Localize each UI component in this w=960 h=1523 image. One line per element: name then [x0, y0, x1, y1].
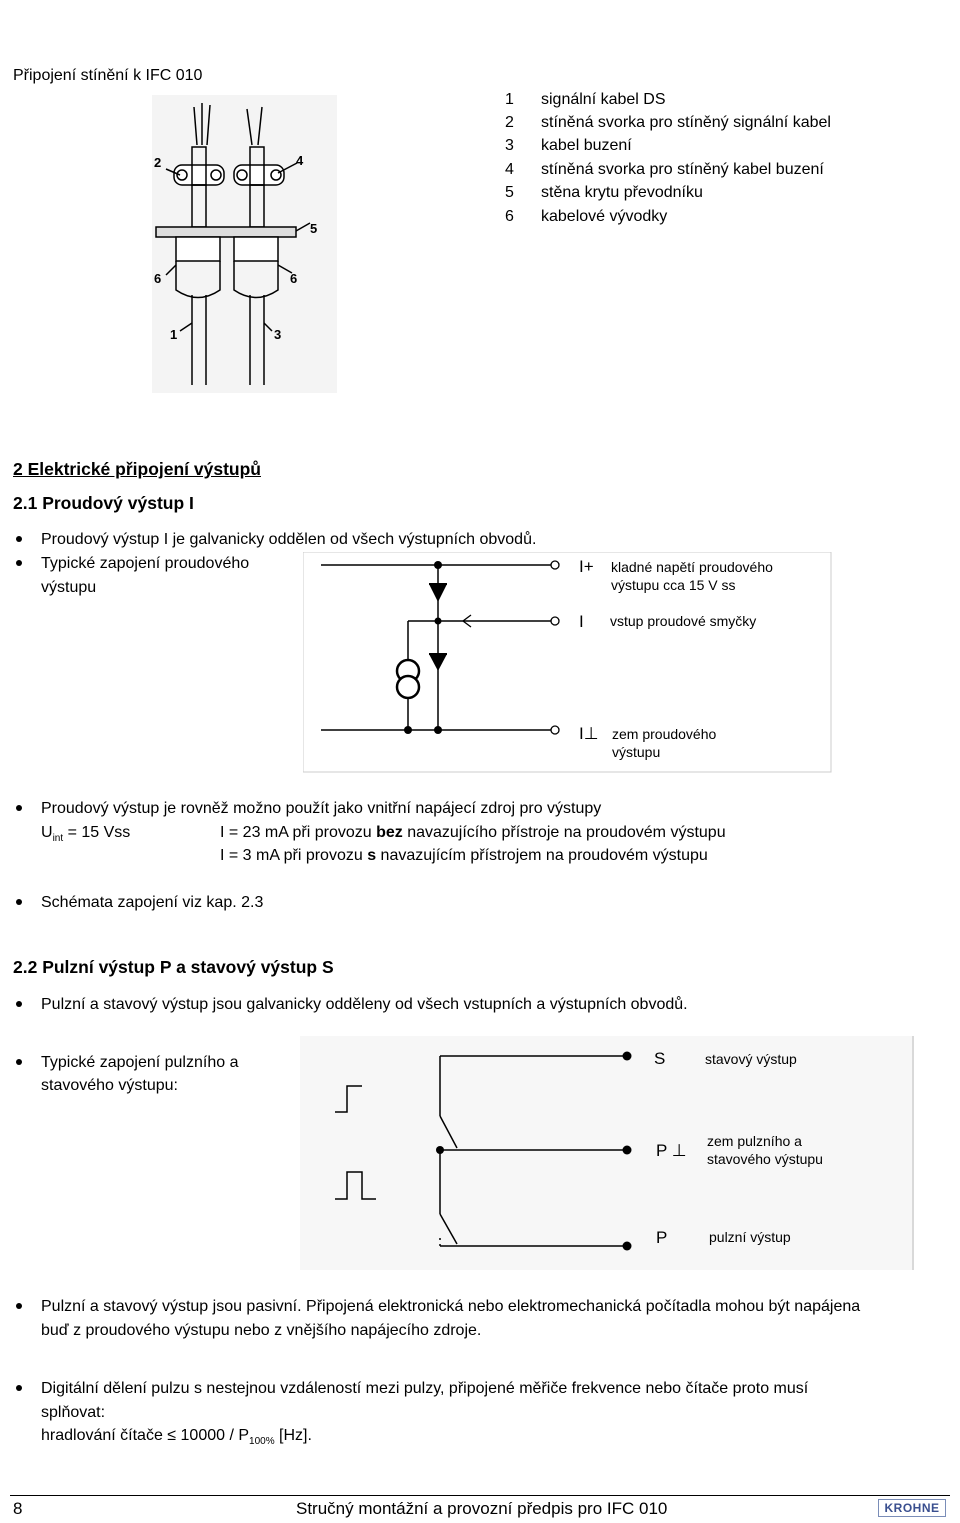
terminal-i-plus-desc2: výstupu cca 15 V ss — [611, 577, 736, 593]
terminal-p: P — [656, 1228, 668, 1247]
bullet-dot — [16, 1303, 22, 1309]
terminal-i-plus: I+ — [579, 557, 594, 576]
s22-bullet-1: Pulzní a stavový výstup jsou galvanicky odděleny od všech vstupních a výstupních obvodů. — [41, 996, 688, 1013]
bullet-dot — [16, 1385, 22, 1391]
legend-text-4: stíněná svorka pro stíněný kabel buzení — [541, 161, 824, 178]
cable-gland-drawing — [152, 95, 337, 393]
footer-rule — [10, 1495, 950, 1496]
legend-num-6: 6 — [505, 208, 514, 225]
bullet-dot — [16, 536, 22, 542]
line-b-post: navazujícím přístrojem na proudovém výstupu — [376, 847, 708, 864]
current-line-b — [220, 846, 708, 865]
terminal-p-ground-desc1: zem pulzního a — [707, 1133, 802, 1149]
formula-sub: 100% — [249, 1436, 275, 1448]
krohne-logo — [878, 1499, 946, 1517]
s22-bullet-2-line1: Typické zapojení pulzního a — [41, 1054, 239, 1071]
legend-num-1: 1 — [505, 91, 514, 108]
s21-bullet-2-line1: Typické zapojení proudového — [41, 555, 250, 572]
page-title: Připojení stínění k IFC 010 — [13, 67, 203, 84]
fig-label-5: 5 — [310, 221, 318, 236]
uint-sub: int — [52, 833, 64, 845]
terminal-p-desc: pulzní výstup — [709, 1229, 791, 1245]
terminal-i-ground-desc1: zem proudového — [612, 726, 717, 742]
bullet-dot — [16, 1059, 22, 1065]
terminal-i-ground: I⊥ — [579, 724, 599, 743]
bullet-dot — [16, 1001, 22, 1007]
s21-bullet-3: Proudový výstup je rovněž možno použít jako vnitřní napájecí zdroj pro výstupy — [41, 800, 602, 817]
section-2-1-heading: 2.1 Proudový výstup I — [13, 493, 194, 513]
bullet-dot — [16, 560, 22, 566]
legend-num-4: 4 — [505, 161, 514, 178]
terminal-i-plus-desc1: kladné napětí proudového — [611, 559, 773, 575]
section-2-2-heading: 2.2 Pulzní výstup P a stavový výstup S — [13, 957, 334, 977]
formula-post: [Hz]. — [274, 1427, 312, 1444]
terminal-i-desc: vstup proudové smyčky — [610, 613, 757, 629]
terminal-i-ground-desc2: výstupu — [612, 744, 661, 760]
fig-label-6a: 6 — [154, 271, 162, 286]
terminal-s-desc: stavový výstup — [705, 1051, 797, 1067]
krohne-logo-text: KROHNE — [884, 1501, 940, 1515]
line-a-pre: I = 23 mA při provozu — [220, 824, 377, 841]
s22-bullet-3-line2: buď z proudového výstupu nebo z vnějšího napájecího zdroje. — [41, 1322, 482, 1339]
formula-leq: ≤ — [167, 1427, 177, 1444]
legend-num-3: 3 — [505, 137, 514, 154]
current-line-a — [220, 823, 726, 842]
line-b-pre: I = 3 mA při provozu — [220, 847, 368, 864]
s21-bullet-4: Schémata zapojení viz kap. 2.3 — [41, 894, 264, 911]
s22-bullet-3-line1: Pulzní a stavový výstup jsou pasivní. Připojená elektronická nebo elektromechanická počítadla mohou být napájena — [41, 1298, 861, 1315]
legend-text-1: signální kabel DS — [541, 91, 666, 108]
formula-line — [41, 1426, 312, 1451]
line-a-post: navazujícího přístroje na proudovém výstupu — [402, 824, 726, 841]
s22-bullet-2-line2: stavového výstupu: — [41, 1077, 178, 1094]
legend-text-6: kabelové vývodky — [541, 208, 668, 225]
section-2-heading: 2 Elektrické připojení výstupů — [13, 459, 261, 479]
legend-num-2: 2 — [505, 114, 514, 131]
terminal-p-ground: P ⊥ — [656, 1141, 687, 1160]
fig-label-4: 4 — [296, 153, 304, 168]
s21-bullet-2-line2: výstupu — [41, 579, 97, 596]
formula-mid: 10000 / P — [176, 1427, 250, 1444]
line-a-bold: bez — [376, 824, 403, 841]
fig-label-2: 2 — [154, 155, 162, 170]
legend-num-5: 5 — [505, 184, 514, 201]
s21-bullet-1: Proudový výstup I je galvanicky oddělen od všech výstupních obvodů. — [41, 531, 537, 548]
fig-label-3: 3 — [274, 327, 282, 342]
bullet-dot — [16, 805, 22, 811]
uint-rest: = 15 Vss — [63, 824, 131, 841]
terminal-s: S — [654, 1049, 666, 1068]
line-b-bold: s — [367, 847, 377, 864]
uint-u: U — [41, 824, 53, 841]
footer-title: Stručný montážní a provozní předpis pro IFC 010 — [296, 1499, 668, 1518]
bullet-dot — [16, 899, 22, 905]
s22-bullet-4-line1: Digitální dělení pulzu s nestejnou vzdáleností mezi pulzy, připojené měřiče frekvence nebo čítače proto musí — [41, 1380, 809, 1397]
fig-label-1: 1 — [170, 327, 178, 342]
legend-text-2: stíněná svorka pro stíněný signální kabel — [541, 114, 831, 131]
uint-line — [41, 823, 130, 848]
legend-text-5: stěna krytu převodníku — [541, 184, 703, 201]
current-output-circuit — [303, 552, 833, 774]
formula-pre: hradlování čítače — [41, 1427, 168, 1444]
terminal-p-ground-desc2: stavového výstupu — [707, 1151, 823, 1167]
legend-text-3: kabel buzení — [541, 137, 632, 154]
terminal-i: I — [579, 612, 584, 631]
footer-page-number: 8 — [13, 1499, 23, 1518]
fig-label-6b: 6 — [290, 271, 298, 286]
s22-bullet-4-line2: splňovat: — [41, 1404, 106, 1421]
